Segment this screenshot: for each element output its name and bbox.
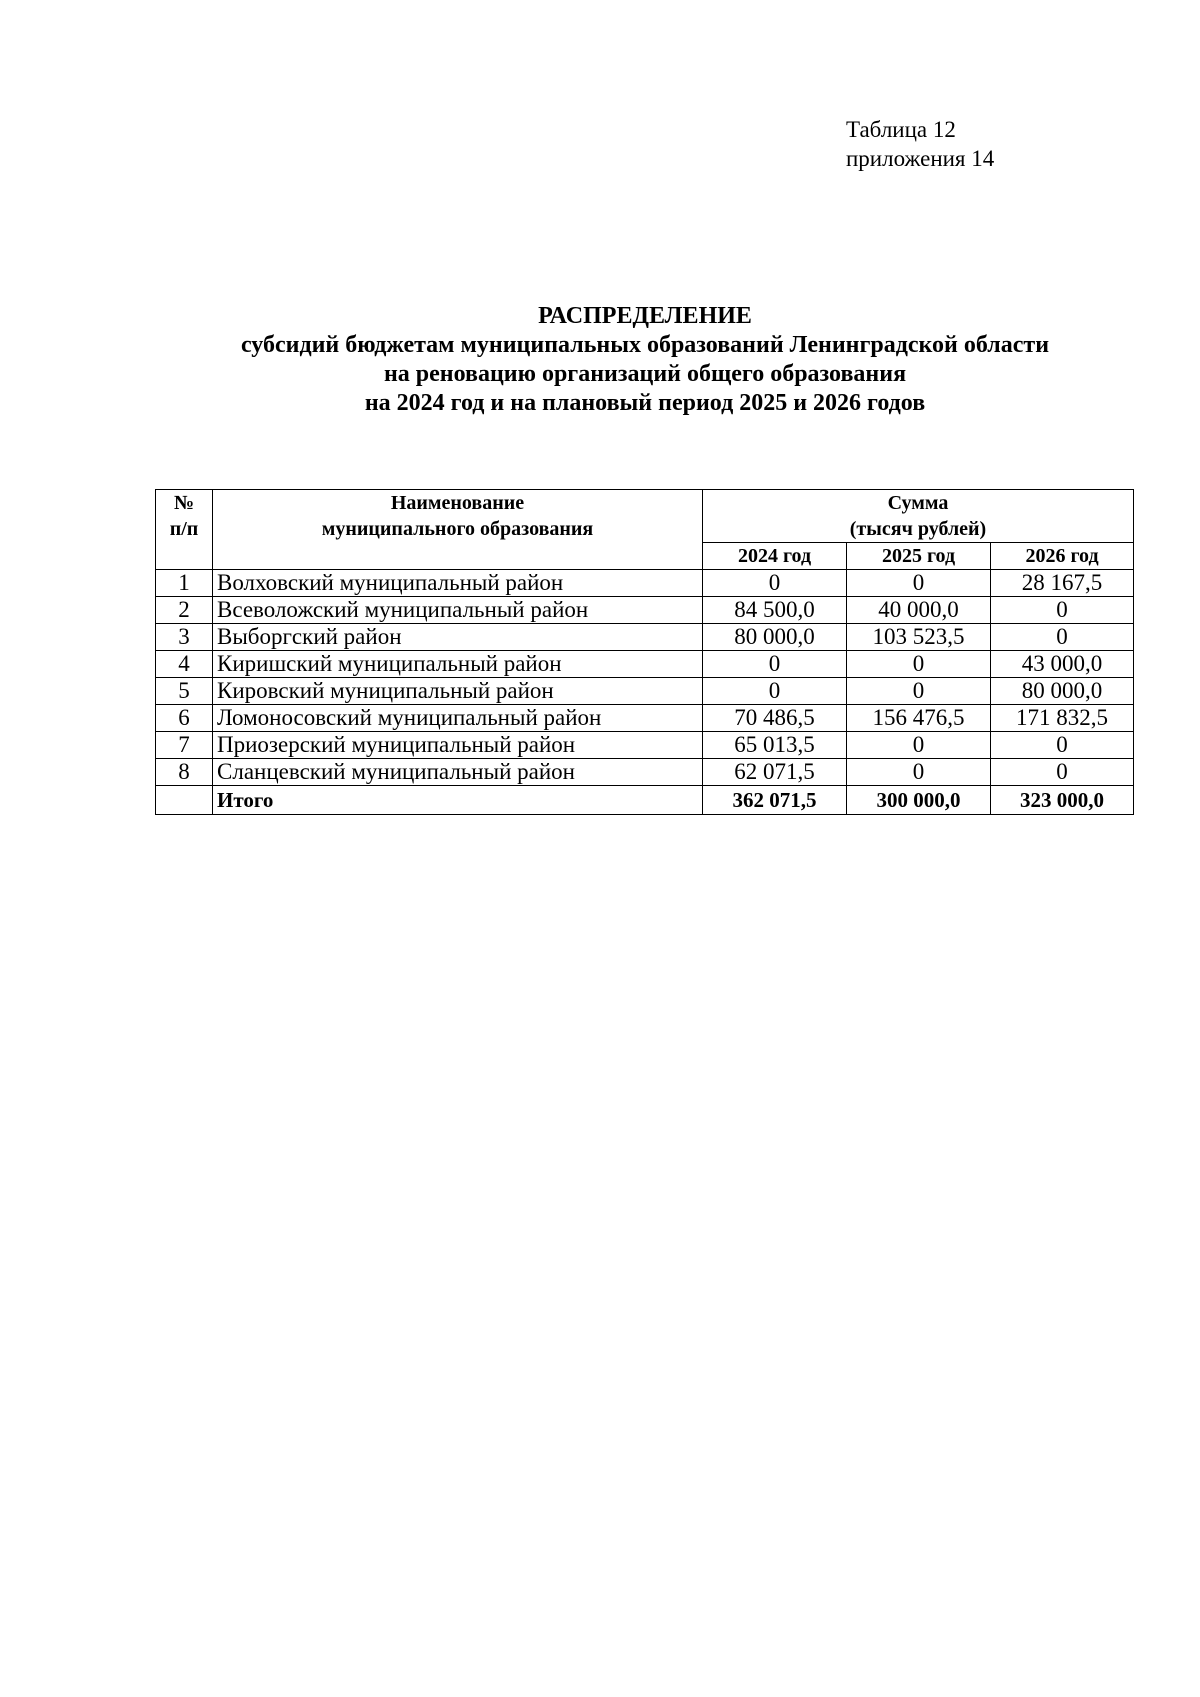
row-value-2025: 0: [847, 570, 991, 597]
row-value-2026: 0: [991, 597, 1134, 624]
row-number: 6: [156, 705, 213, 732]
header-year-2025: 2025 год: [847, 543, 991, 570]
row-number: 7: [156, 732, 213, 759]
table-row: [156, 732, 1134, 759]
row-name: Приозерский муниципальный район: [213, 732, 703, 759]
row-name: Сланцевский муниципальный район: [213, 759, 703, 786]
row-value-2024: 0: [703, 678, 847, 705]
table-row: [156, 678, 1134, 705]
row-value-2024: 65 013,5: [703, 732, 847, 759]
table-body: [156, 570, 1134, 786]
total-2025: 300 000,0: [847, 786, 991, 815]
row-value-2026: 28 167,5: [991, 570, 1134, 597]
distribution-table: [155, 489, 1134, 815]
header-year-2026: 2026 год: [991, 543, 1134, 570]
header-sum: [703, 490, 1134, 543]
table-total-row: [156, 786, 1134, 815]
row-number: 2: [156, 597, 213, 624]
row-value-2025: 0: [847, 759, 991, 786]
title-line-4: на 2024 год и на плановый период 2025 и 2026 годов: [364, 390, 926, 416]
table-row: [156, 624, 1134, 651]
document-title: [0, 302, 1200, 418]
row-number: 4: [156, 651, 213, 678]
header-sum-line-2: (тысяч рублей): [849, 518, 987, 540]
table-header-row: [156, 490, 1134, 543]
row-value-2026: 0: [991, 732, 1134, 759]
row-name: Волховский муниципальный район: [213, 570, 703, 597]
header-name-line-1: Наименование: [390, 492, 525, 514]
table-row: [156, 570, 1134, 597]
row-value-2024: 62 071,5: [703, 759, 847, 786]
total-number-cell: [156, 786, 213, 815]
row-name: Киришский муниципальный район: [213, 651, 703, 678]
row-value-2026: 80 000,0: [991, 678, 1134, 705]
row-name: Кировский муниципальный район: [213, 678, 703, 705]
row-name: Выборгский район: [213, 624, 703, 651]
row-value-2024: 80 000,0: [703, 624, 847, 651]
row-name: Ломоносовский муниципальный район: [213, 705, 703, 732]
table-row: [156, 651, 1134, 678]
row-value-2025: 0: [847, 651, 991, 678]
row-value-2025: 103 523,5: [847, 624, 991, 651]
row-value-2026: 43 000,0: [991, 651, 1134, 678]
table-reference: [846, 115, 994, 173]
reference-table-number: Таблица 12: [846, 117, 956, 142]
header-name-line-2: муниципального образования: [321, 518, 594, 540]
row-value-2026: 0: [991, 759, 1134, 786]
title-line-1: РАСПРЕДЕЛЕНИЕ: [538, 303, 752, 329]
row-value-2025: 0: [847, 678, 991, 705]
header-number-line-2: п/п: [169, 518, 199, 540]
row-value-2024: 84 500,0: [703, 597, 847, 624]
row-value-2025: 40 000,0: [847, 597, 991, 624]
row-value-2024: 0: [703, 570, 847, 597]
row-name: Всеволожский муниципальный район: [213, 597, 703, 624]
row-number: 8: [156, 759, 213, 786]
row-value-2025: 156 476,5: [847, 705, 991, 732]
row-value-2024: 70 486,5: [703, 705, 847, 732]
title-line-2: субсидий бюджетам муниципальных образований Ленинградской области: [240, 332, 1050, 358]
header-name: [213, 490, 703, 570]
total-2024: 362 071,5: [703, 786, 847, 815]
row-value-2024: 0: [703, 651, 847, 678]
title-line-3: на реновацию организаций общего образования: [383, 361, 907, 387]
table-row: [156, 705, 1134, 732]
row-number: 1: [156, 570, 213, 597]
reference-appendix-number: приложения 14: [846, 146, 995, 171]
row-number: 5: [156, 678, 213, 705]
table-row: [156, 759, 1134, 786]
header-sum-line-1: Сумма: [887, 492, 949, 514]
total-label: Итого: [213, 786, 703, 815]
header-number: [156, 490, 213, 570]
row-value-2025: 0: [847, 732, 991, 759]
header-year-2024: 2024 год: [703, 543, 847, 570]
total-2026: 323 000,0: [991, 786, 1134, 815]
row-number: 3: [156, 624, 213, 651]
header-number-line-1: №: [173, 492, 195, 514]
row-value-2026: 171 832,5: [991, 705, 1134, 732]
row-value-2026: 0: [991, 624, 1134, 651]
table-row: [156, 597, 1134, 624]
